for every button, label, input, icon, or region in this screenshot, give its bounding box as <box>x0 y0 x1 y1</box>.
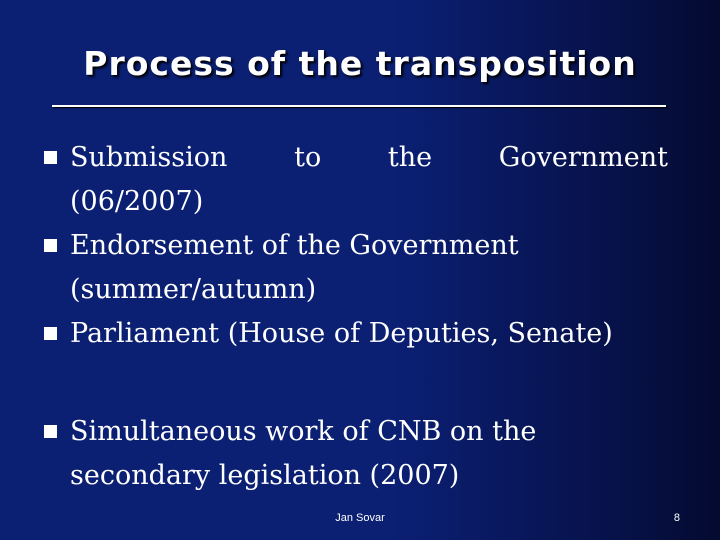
bullet-continuation: (summer/autumn) <box>70 274 317 305</box>
square-bullet-icon <box>44 425 57 438</box>
bullet-line <box>70 136 668 180</box>
square-bullet-icon <box>44 239 57 252</box>
bullet-line: Simultaneous work of CNB on the <box>70 416 537 447</box>
bullet-item-parliament <box>44 312 668 356</box>
bullet-word: Government <box>498 142 668 173</box>
bullet-item-submission <box>44 136 668 224</box>
bullet-continuation: (06/2007) <box>70 186 204 217</box>
bullet-continuation: secondary legislation (2007) <box>70 460 460 491</box>
bullet-item-endorsement <box>44 224 668 312</box>
title-underline <box>52 105 666 107</box>
square-bullet-icon <box>44 151 57 164</box>
footer-author: Jan Sovar <box>335 512 385 524</box>
bullet-line: Parliament (House of Deputies, Senate) <box>70 318 613 349</box>
slide-title: Process of the transposition <box>83 44 637 83</box>
page-number: 8 <box>673 512 680 524</box>
bullet-word: to <box>294 142 322 173</box>
bullet-item-simultaneous <box>44 410 668 498</box>
bullet-word: the <box>387 142 433 173</box>
spacer <box>44 356 668 410</box>
bullet-word: Submission <box>70 142 228 173</box>
bullet-line: Endorsement of the Government <box>70 230 519 261</box>
bullet-list <box>44 136 668 498</box>
square-bullet-icon <box>44 327 57 340</box>
